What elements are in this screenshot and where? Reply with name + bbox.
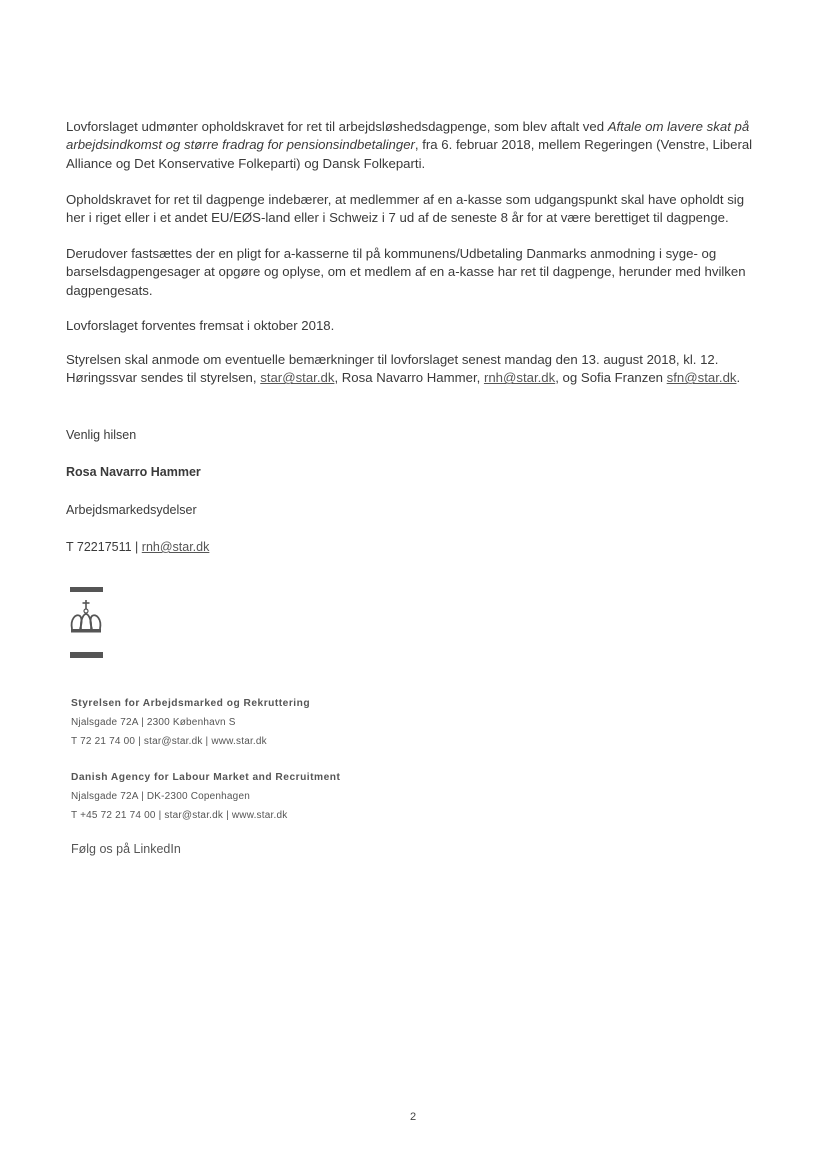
paragraph-consultation (66, 351, 766, 388)
intro-text-end: , fra 6. februar 2018, mellem Regeringen (Venstre, Liberal Alliance og Det Konservative Folkeparti) og Dansk Folkeparti. (66, 137, 753, 171)
signer-phone: T 72217511 (66, 540, 132, 554)
email-link-star[interactable]: star@star.dk (260, 370, 335, 386)
submission-text-3: , og Sofia Franzen (555, 370, 667, 386)
submission-text-end: . (736, 370, 741, 386)
submission-text-2: , Rosa Navarro Hammer, (334, 370, 484, 386)
signer-email-link[interactable]: rnh@star.dk (141, 540, 210, 554)
agreement-title: Aftale om lavere skat på arbejdsindkomst og større fradrag for pensionsindbetalinger (66, 119, 750, 153)
paragraph-intro (66, 118, 766, 173)
footer-address-da: Njalsgade 72A | 2300 København S (71, 717, 236, 728)
deadline-text: Styrelsen skal anmode om eventuelle bemærkninger til lovforslaget senest mandag den 13. august 2018, kl. 12. (66, 352, 719, 367)
footer-agency-name-da: Styrelsen for Arbejdsmarked og Rekruttering (71, 698, 311, 709)
email-link-sfn[interactable]: sfn@star.dk (666, 370, 737, 386)
page-number: 2 (409, 1111, 417, 1123)
signer-name: Rosa Navarro Hammer (66, 465, 201, 479)
footer-address-en: Njalsgade 72A | DK-2300 Copenhagen (71, 791, 250, 802)
paragraph-residence-requirement: Opholdskravet for ret til dagpenge indebærer, at medlemmer af en a-kasse som udgangspunkt skal have opholdt sig her i riget eller i et andet EU/EØS-land eller i Schweiz i 7 ud af de seneste 8 år for at være berettiget til dagpenge. (66, 192, 745, 226)
greeting: Venlig hilsen (66, 428, 137, 442)
footer-agency-name-en: Danish Agency for Labour Market and Recruitment (71, 772, 341, 783)
paragraph-expected: Lovforslaget forventes fremsat i oktober 2018. (66, 318, 335, 333)
danish-crown-icon (68, 585, 108, 663)
intro-text: Lovforslaget udmønter opholdskravet for ret til arbejdsløshedsdagpenge, som blev aftalt ved (66, 119, 608, 134)
signer-department: Arbejdsmarkedsydelser (66, 503, 197, 517)
footer-contact-da: T 72 21 74 00 | star@star.dk | www.star.dk (71, 736, 267, 747)
footer-contact-en: T +45 72 21 74 00 | star@star.dk | www.star.dk (71, 810, 288, 821)
submission-text: Høringssvar sendes til styrelsen, (66, 370, 261, 386)
contact-separator: | (131, 540, 142, 554)
follow-linkedin-link[interactable]: Følg os på LinkedIn (71, 842, 181, 856)
signer-contact (66, 540, 209, 554)
paragraph-obligation: Derudover fastsættes der en pligt for a-kasserne til på kommunens/Udbetaling Danmarks anmodning i syge- og barselsdagpengesager at opgøre og oplyse, om et medlem af en a-kasse har ret til dagpenge, herunder med hvilken dagpengesats. (66, 246, 746, 298)
email-link-rnh[interactable]: rnh@star.dk (483, 370, 556, 386)
